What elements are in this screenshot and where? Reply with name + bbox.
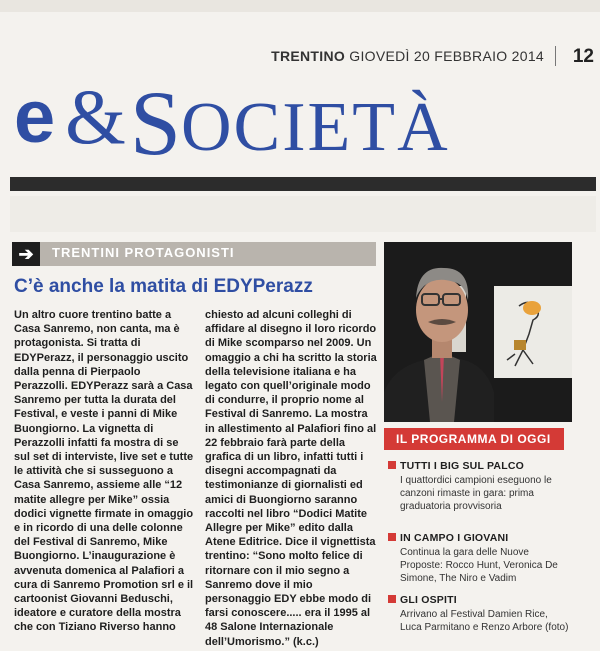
page-number: 12 bbox=[572, 46, 594, 67]
red-square-icon bbox=[388, 461, 396, 469]
kicker-label: TRENTINI PROTAGONISTI bbox=[52, 245, 235, 260]
program-item bbox=[388, 594, 572, 634]
program-item-heading: IN CAMPO I GIOVANI bbox=[400, 532, 509, 544]
section-ampersand: & bbox=[65, 73, 126, 160]
red-square-icon bbox=[388, 533, 396, 541]
page-header bbox=[10, 44, 596, 70]
section-rule bbox=[10, 177, 596, 191]
article-column-1: Un altro cuore trentino batte a Casa Sanremo, non canta, ma è protagonista. Si tratta di EDYPerazz, il personaggio uscito dalla penna di Pierpaolo Perazzolli. EDYPerazz sarà a Casa Sanremo per tutta la durata del Festival, e veste i panni di Mike Buongiorno. La vignetta di Perazzolli infatti fa mostra di se sul set di interviste, live set e tutte le attività che si susseguono a Casa Sanremo, assieme alle “12 matite allegre per Mike” ossia dodici vignette firmate in omaggio e in ricordo di una delle colonne del Festival di Sanremo, Mike Buongiorno. L’inaugurazione è avvenuta domenica al Palafiori a cura di Sanremo Promotion srl e il cartoonist Giovanni Beduschi, ideatore e curatore della mostra che con Tiziano Riverso hanno bbox=[14, 309, 194, 634]
portrait-photo bbox=[384, 242, 572, 422]
section-fragment: e bbox=[14, 75, 54, 158]
header-divider bbox=[555, 46, 556, 66]
page-top-strip bbox=[0, 0, 600, 12]
section-initial: S bbox=[129, 72, 181, 174]
program-item bbox=[388, 532, 572, 585]
program-item bbox=[388, 460, 572, 513]
page-fold-strip bbox=[10, 196, 596, 232]
issue-date: GIOVEDÌ 20 FEBBRAIO 2014 bbox=[349, 48, 544, 64]
arrow-right-icon: ➔ bbox=[12, 242, 40, 266]
article-headline: C’è anche la matita di EDYPerazz bbox=[14, 276, 313, 297]
red-square-icon bbox=[388, 595, 396, 603]
program-item-heading: GLI OSPITI bbox=[400, 594, 457, 606]
program-title: IL PROGRAMMA DI OGGI bbox=[396, 432, 551, 446]
section-rest: OCIETÀ bbox=[181, 89, 450, 166]
program-item-body: Arrivano al Festival Damien Rice, Luca Parmitano e Renzo Arbore (foto) bbox=[400, 609, 569, 633]
program-item-heading: TUTTI I BIG SUL PALCO bbox=[400, 460, 524, 472]
program-item-body: Continua la gara delle Nuove Proposte: Rocco Hunt, Veronica De Simone, The Niro e Vadim bbox=[400, 547, 558, 584]
program-title-bar bbox=[384, 428, 564, 450]
kicker-bar bbox=[12, 242, 376, 266]
program-item-body: I quattordici campioni eseguono le canzoni rimaste in gara: prima graduatoria provvisoria bbox=[400, 475, 552, 512]
newspaper-name: TRENTINO bbox=[271, 48, 346, 64]
portrait-photo-icon bbox=[384, 242, 572, 422]
article-column-2: chiesto ad alcuni colleghi di affidare al disegno il loro ricordo di Mike scomparso nel 2009. Un omaggio a chi ha scritto la storia della televisione italiana e ha legato con quell’originale modo di condurre, il proprio nome al Festival di Sanremo. La mostra in allestimento al Palafiori fino al 22 febbraio farà parte della grafica di un libro, infatti tutti i disegni accompagnati da testimonianze di giornalisti ed amici di Buongiorno saranno raccolti nel libro “Dodici Matite Allegre per Mike” edito dalla Atene Editrice. Dice il vignettista trentino: “Sono molto felice di ritornare con il mio segno a Sanremo dove il mio personaggio EDY ebbe modo di farsi conoscere..... era il 1995 al 48 Salone Internazionale dell’Umorismo.” (k.c.) bbox=[205, 309, 377, 648]
issue-info bbox=[271, 48, 544, 64]
section-title bbox=[14, 70, 450, 174]
